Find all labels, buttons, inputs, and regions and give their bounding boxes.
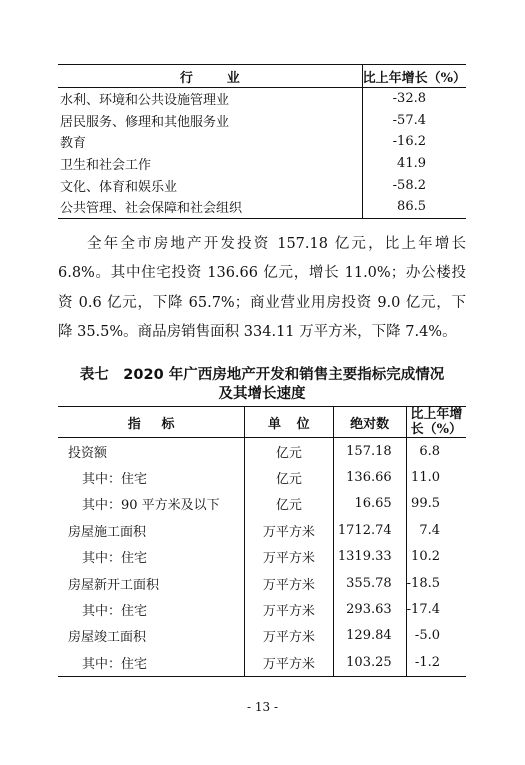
growth-header-line-1: 比上年增 — [410, 407, 463, 422]
table-row — [58, 464, 466, 490]
column-header-industry: 行业 — [58, 65, 362, 88]
growth-cell: -1.2 — [406, 649, 466, 676]
industry-growth-table — [58, 64, 466, 219]
indicator-cell: 投资额 — [68, 445, 108, 461]
column-header-growth: 比上年增长（%） — [362, 65, 466, 88]
indicator-cell: 房屋新开工面积 — [68, 577, 160, 593]
indicator-cell: 其中：住宅 — [82, 656, 148, 672]
unit-cell: 亿元 — [245, 464, 333, 490]
unit-cell: 亿元 — [245, 491, 333, 517]
absolute-cell: 129.84 — [333, 623, 406, 649]
indicator-cell: 房屋竣工面积 — [68, 630, 147, 646]
table-row — [58, 517, 466, 543]
unit-cell: 亿元 — [245, 438, 333, 465]
indicator-cell: 其中：住宅 — [82, 604, 148, 620]
growth-cell: -16.2 — [362, 131, 466, 153]
absolute-cell: 355.78 — [333, 570, 406, 596]
table-row — [58, 623, 466, 649]
indicator-cell: 房屋施工面积 — [68, 524, 147, 540]
table-row — [58, 196, 466, 218]
paragraph-line: 资 0.6 亿元，下降 65.7%；商业营业用房投资 9.0 亿元，下 — [58, 294, 466, 311]
growth-header-line-2: 长（%） — [410, 422, 462, 437]
table-row — [58, 174, 466, 196]
growth-cell: 10.2 — [406, 544, 466, 570]
investment-paragraph — [58, 230, 466, 347]
growth-cell: -17.4 — [406, 596, 466, 622]
real-estate-indicators-table — [58, 406, 466, 677]
table-row — [58, 570, 466, 596]
paragraph-line: 全年全市房地产开发投资 157.18 亿元，比上年增长 — [87, 236, 466, 252]
indicator-cell: 其中：住宅 — [82, 551, 148, 567]
absolute-cell: 1319.33 — [333, 544, 406, 570]
table-row — [58, 110, 466, 132]
unit-cell: 万平方米 — [245, 649, 333, 676]
unit-cell: 万平方米 — [245, 596, 333, 622]
column-header-absolute: 绝对数 — [333, 407, 406, 438]
growth-cell: 41.9 — [362, 153, 466, 175]
column-header-unit: 单位 — [245, 407, 333, 438]
table-row — [58, 131, 466, 153]
absolute-cell: 1712.74 — [333, 517, 406, 543]
column-header-indicator: 指标 — [58, 407, 245, 438]
indicator-cell: 其中：90 平方米及以下 — [82, 498, 220, 514]
industry-cell: 教育 — [60, 136, 87, 152]
growth-cell: -58.2 — [362, 174, 466, 196]
growth-cell: 7.4 — [406, 517, 466, 543]
industry-cell: 文化、体育和娱乐业 — [60, 179, 178, 195]
table-row — [58, 88, 466, 110]
growth-cell: -32.8 — [362, 88, 466, 110]
growth-cell: -18.5 — [406, 570, 466, 596]
unit-cell: 万平方米 — [245, 517, 333, 543]
table-row — [58, 649, 466, 676]
column-header-growth — [406, 407, 466, 438]
absolute-cell: 157.18 — [333, 438, 406, 465]
growth-cell: 99.5 — [406, 491, 466, 517]
absolute-cell: 136.66 — [333, 464, 406, 490]
table-row — [58, 596, 466, 622]
growth-cell: -57.4 — [362, 110, 466, 132]
table-row — [58, 544, 466, 570]
table-caption — [58, 366, 466, 404]
page-number: - 13 - — [246, 700, 278, 714]
growth-cell: -5.0 — [406, 623, 466, 649]
growth-cell: 86.5 — [362, 196, 466, 218]
industry-cell: 水利、环境和公共设施管理业 — [60, 93, 230, 109]
industry-cell: 公共管理、社会保障和社会组织 — [60, 201, 243, 217]
table-row — [58, 491, 466, 517]
table-header-row — [58, 65, 466, 88]
absolute-cell: 103.25 — [333, 649, 406, 676]
paragraph-line: 降 35.5%。商品房销售面积 334.11 万平方米，下降 7.4%。 — [58, 323, 457, 340]
absolute-cell: 16.65 — [333, 491, 406, 517]
caption-line-1: 表七 2020 年广西房地产开发和销售主要指标完成情况 — [79, 367, 445, 383]
absolute-cell: 293.63 — [333, 596, 406, 622]
unit-cell: 万平方米 — [245, 623, 333, 649]
table-row — [58, 438, 466, 465]
growth-cell: 6.8 — [406, 438, 466, 465]
paragraph-line: 6.8%。其中住宅投资 136.66 亿元，增长 11.0%；办公楼投 — [58, 265, 466, 282]
unit-cell: 万平方米 — [245, 570, 333, 596]
table-row — [58, 153, 466, 175]
industry-cell: 卫生和社会工作 — [60, 158, 152, 174]
growth-cell: 11.0 — [406, 464, 466, 490]
industry-cell: 居民服务、修理和其他服务业 — [60, 114, 230, 130]
table-header-row — [58, 407, 466, 438]
unit-cell: 万平方米 — [245, 544, 333, 570]
indicator-cell: 其中：住宅 — [82, 472, 148, 488]
caption-line-2: 及其增长速度 — [218, 386, 306, 402]
